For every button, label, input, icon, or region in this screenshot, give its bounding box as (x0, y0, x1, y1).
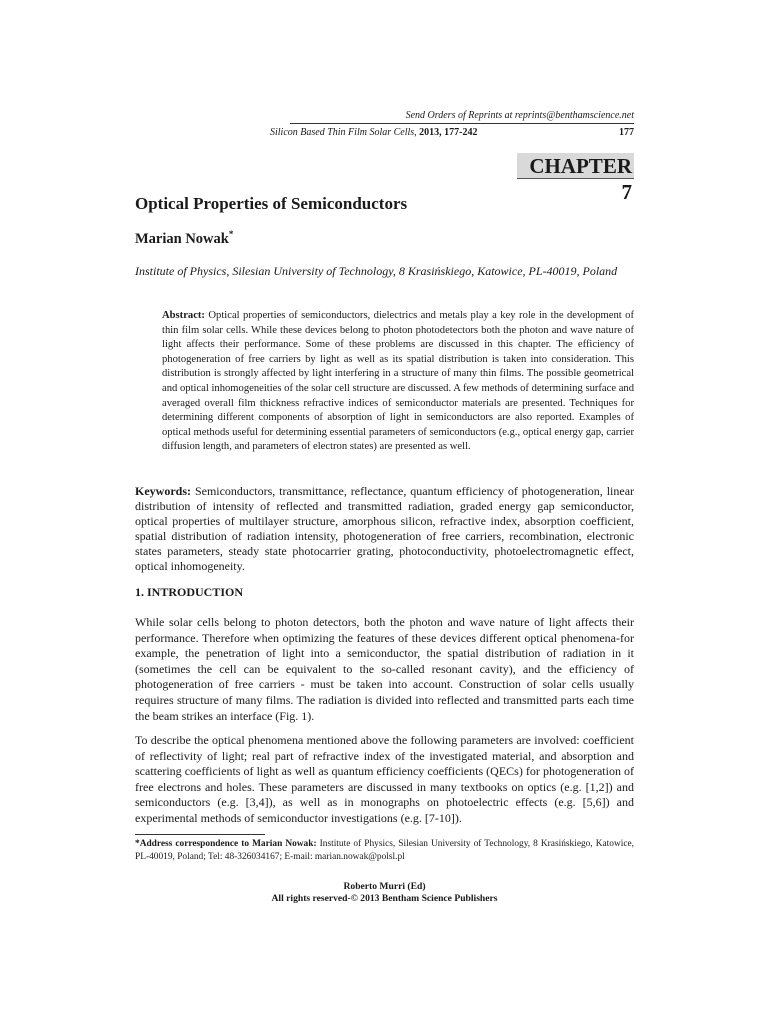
footnote-divider (135, 834, 265, 835)
page-number: 177 (619, 127, 634, 138)
paragraph-1: While solar cells belong to photon detectors, both the photon and wave nature of light affects their performance. Therefore when optimizing the features of these devices different optical phenomena-for example, the penetration of light into a semiconductor, the spatial distribution of radiation in it (sometimes the cell can be equivalent to the so-called resonant cavity), and the efficiency of photogeneration of free carriers - must be taken into account. Construction of solar cells usually requires structure of many films. The radiation is divided into reflected and transmitted parts each time the beam strikes an interface (Fig. 1). (135, 615, 634, 723)
journal-citation (270, 127, 634, 138)
author-mark: * (228, 229, 234, 239)
affiliation: Institute of Physics, Silesian University of Technology, 8 Krasińskiego, Katowice, PL-40019, Poland (135, 264, 618, 278)
keywords (135, 484, 634, 574)
section-heading: 1. INTRODUCTION (135, 585, 244, 599)
chapter-label: CHAPTER 7 (517, 153, 634, 179)
author-name (135, 229, 233, 248)
reprints-notice: Send Orders of Reprints at reprints@benthamscience.net (290, 110, 634, 124)
keywords-text: Semiconductors, transmittance, reflectance, quantum efficiency of photogeneration, linear distribution of intensity of reflected and transmitted radiation, graded energy gap semiconductor, optical properties of multilayer structure, amorphous silicon, refractive index, absorption coefficient, spatial distribution of radiation intensity, photogeneration of free carriers, recombination, electronic states parameters, steady state photocarrier grating, photoconductivity, photoelectromagnetic effect, optical inhomogeneity. (135, 484, 635, 573)
page-title: Optical Properties of Semiconductors (135, 194, 408, 213)
footnote-text: Institute of Physics, Silesian University of Technology, 8 Krasińskiego, Katowice, PL-40019, Poland; Tel: 48-326034167; E-mail: marian.nowak@polsl.pl (135, 839, 635, 862)
footer-editor: Roberto Murri (Ed) (343, 881, 426, 892)
footnote (135, 838, 634, 863)
footer-rights: All rights reserved-© 2013 Bentham Science Publishers (271, 893, 498, 904)
page-footer (135, 881, 634, 905)
paragraph-2: To describe the optical phenomena mentioned above the following parameters are involved: coefficient of reflectivity of light; real part of refractive index of the investigated material, and absorption and scattering coefficients of light as well as quantum efficiency coefficients (QECs) for photogeneration of free electrons and holes. These parameters are discussed in many textbooks on optics (e.g. [1,2]) and semiconductors (e.g. [3,4]), as well as in monographs on photoelectric effects (e.g. [5,6]) and experimental methods of semiconductor investigations (e.g. [7-10]). (135, 733, 634, 825)
abstract-text: Optical properties of semiconductors, dielectrics and metals play a key role in the development of thin film solar cells. While these devices belong to photon photodetectors both the photon and wave nature of light affects their performance. Some of these problems are discussed in this chapter. The efficiency of photogeneration of free carriers by light as well as its spatial distribution is taken into consideration. This distribution is strongly affected by light interfering in a structure of many thin films. The possible geometrical and optical inhomogeneities of the solar cell structure are discussed. A few methods of determining surface and averaged overall film thickness refractive indices of semiconductor materials are presented. Techniques for determining different components of absorption of light in semiconductors are also reported. Examples of optical methods useful for determining essential parameters of semiconductors (e.g., optical energy gap, carrier diffusion length, and parameters of electron states) are presented as well. (162, 310, 634, 453)
abstract (162, 309, 634, 455)
author-name-text: Marian Nowak (135, 230, 229, 247)
keywords-label: Keywords: (135, 484, 191, 498)
abstract-label: Abstract: (162, 310, 205, 321)
journal-range: 2013, 177-242 (419, 127, 478, 138)
journal-title: Silicon Based Thin Film Solar Cells, (270, 127, 417, 138)
footnote-label: *Address correspondence to Marian Nowak: (135, 839, 317, 849)
